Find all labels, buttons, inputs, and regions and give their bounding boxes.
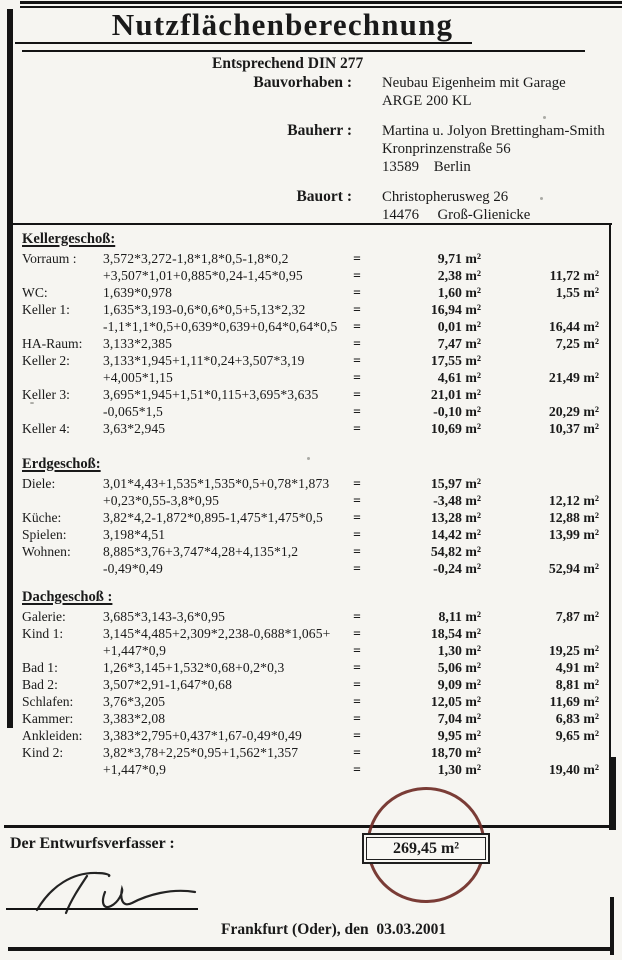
row-result: 5,06 m² (437, 660, 481, 675)
row-result: 15,97 m² (430, 476, 481, 491)
row-result: 1,30 m² (437, 643, 481, 658)
title-underline-1 (15, 42, 472, 44)
row-subtotal: 21,49 m² (548, 370, 599, 385)
equals-sign: = (353, 643, 361, 658)
row-subtotal: 8,81 m² (555, 677, 599, 692)
row-subtotal (481, 301, 599, 318)
header-divider-rule (8, 223, 612, 225)
row-label: Schlafen: (22, 694, 74, 709)
table-row (22, 727, 600, 744)
total-area-box (362, 833, 490, 864)
equals-sign: = (353, 711, 361, 726)
section-heading: Erdgeschoß: (22, 456, 101, 472)
scan-speck (543, 116, 546, 119)
equals-sign: = (353, 609, 361, 624)
row-subtotal: 7,25 m² (555, 336, 599, 351)
row-label: Keller 4: (22, 421, 70, 436)
row-subtotal (481, 386, 599, 403)
row-subtotal: 12,12 m² (548, 493, 599, 508)
row-subtotal: 52,94 m² (548, 561, 599, 576)
table-row (22, 543, 600, 560)
header-field-label: Bauherr : (287, 122, 352, 139)
row-result: 9,09 m² (437, 677, 481, 692)
calc-section (22, 456, 600, 577)
table-row (22, 403, 600, 420)
header-field-line: ARGE 200 KL (382, 93, 472, 109)
row-formula: 8,885*3,76+3,747*4,28+4,135*1,2 (103, 544, 299, 559)
row-label (22, 761, 103, 778)
row-label (22, 492, 103, 509)
equals-sign: = (353, 745, 361, 760)
header-field-values (382, 188, 530, 224)
row-label: HA-Raum: (22, 336, 83, 351)
row-formula: +1,447*0,9 (103, 643, 167, 658)
equals-sign: = (353, 493, 361, 508)
row-label (22, 318, 103, 335)
row-result: 16,94 m² (430, 302, 481, 317)
calc-section (22, 589, 600, 778)
calculation-table (22, 231, 600, 778)
section-heading: Dachgeschoß : (22, 589, 113, 605)
row-label: Kammer: (22, 711, 74, 726)
row-formula: +1,447*0,9 (103, 762, 167, 777)
row-formula: +0,23*0,55-3,8*0,95 (103, 493, 220, 508)
row-subtotal: 12,88 m² (548, 510, 599, 525)
table-row (22, 659, 600, 676)
equals-sign: = (353, 728, 361, 743)
row-label: Kind 1: (22, 626, 64, 641)
equals-sign: = (353, 660, 361, 675)
table-row (22, 250, 600, 267)
row-formula: 3,695*1,945+1,51*0,115+3,695*3,635 (103, 387, 319, 402)
row-label: Galerie: (22, 609, 66, 624)
table-row (22, 492, 600, 509)
row-formula: 3,383*2,795+0,437*1,67-0,49*0,49 (103, 728, 302, 743)
row-subtotal: 11,69 m² (549, 694, 599, 709)
row-formula: 3,133*1,945+1,11*0,24+3,507*3,19 (103, 353, 305, 368)
table-row (22, 608, 600, 625)
signature-line (6, 908, 198, 910)
equals-sign: = (353, 387, 361, 402)
row-subtotal: 20,29 m² (548, 404, 599, 419)
row-subtotal: 4,91 m² (555, 660, 599, 675)
row-subtotal: 19,40 m² (548, 762, 599, 777)
equals-sign: = (353, 353, 361, 368)
header-field-values (382, 74, 566, 110)
row-subtotal: 6,83 m² (555, 711, 599, 726)
row-result: 2,38 m² (437, 268, 481, 283)
row-result: 14,42 m² (430, 527, 481, 542)
row-result: 54,82 m² (430, 544, 481, 559)
row-formula: 3,685*3,143-3,6*0,95 (103, 609, 226, 624)
equals-sign: = (353, 251, 361, 266)
row-formula: 1,635*3,193-0,6*0,6*0,5+5,13*2,32 (103, 302, 306, 317)
header-field-line: 14476 Groß-Glienicke (382, 207, 531, 223)
table-row (22, 761, 600, 778)
row-formula: 3,198*4,51 (103, 527, 166, 542)
row-formula: 3,82*3,78+2,25*0,95+1,562*1,357 (103, 745, 299, 760)
row-result: 4,61 m² (437, 370, 481, 385)
row-subtotal: 1,55 m² (555, 285, 599, 300)
equals-sign: = (353, 285, 361, 300)
din-subtitle: Entsprechend DIN 277 (212, 55, 364, 72)
equals-sign: = (353, 626, 361, 641)
row-result: 12,05 m² (430, 694, 481, 709)
bottom-rule (8, 947, 612, 951)
row-result: 13,28 m² (430, 510, 481, 525)
row-label (22, 642, 103, 659)
row-label: WC: (22, 285, 48, 300)
header-field (0, 122, 612, 176)
row-result: 1,30 m² (437, 762, 481, 777)
title-underline-2 (22, 50, 585, 52)
table-row (22, 642, 600, 659)
row-subtotal (481, 625, 599, 642)
row-result: 18,70 m² (430, 745, 481, 760)
row-formula: 1,26*3,145+1,532*0,68+0,2*0,3 (103, 660, 285, 675)
row-label: Spielen: (22, 527, 67, 542)
equals-sign: = (353, 677, 361, 692)
table-row (22, 386, 600, 403)
row-result: 9,95 m² (437, 728, 481, 743)
row-label (22, 560, 103, 577)
row-result: 17,55 m² (430, 353, 481, 368)
page-title: Nutzflächenberechnung (111, 7, 454, 42)
row-result: 0,01 m² (437, 319, 481, 334)
table-row (22, 475, 600, 492)
row-result: -3,48 m² (433, 493, 481, 508)
row-subtotal (481, 543, 599, 560)
top-rule-outer (20, 1, 622, 4)
row-result: 18,54 m² (430, 626, 481, 641)
row-subtotal: 11,72 m² (549, 268, 599, 283)
row-formula: 3,133*2,385 (103, 336, 173, 351)
row-formula: 3,383*2,08 (103, 711, 166, 726)
table-row (22, 284, 600, 301)
equals-sign: = (353, 404, 361, 419)
row-label: Kind 2: (22, 745, 64, 760)
row-label: Küche: (22, 510, 62, 525)
header-fields (0, 74, 612, 236)
equals-sign: = (353, 561, 361, 576)
row-label: Keller 3: (22, 387, 70, 402)
row-formula: 3,507*2,91-1,647*0,68 (103, 677, 232, 692)
scan-speck (307, 457, 310, 460)
table-row (22, 710, 600, 727)
row-label: Ankleiden: (22, 728, 83, 743)
table-row (22, 744, 600, 761)
equals-sign: = (353, 268, 361, 283)
calc-right-border-blot (609, 757, 616, 830)
row-subtotal (481, 250, 599, 267)
equals-sign: = (353, 319, 361, 334)
row-formula: -0,49*0,49 (103, 561, 163, 576)
row-subtotal (481, 744, 599, 761)
header-field-label: Bauvorhaben : (253, 74, 352, 91)
section-heading: Kellergeschoß: (22, 231, 116, 247)
equals-sign: = (353, 336, 361, 351)
row-subtotal: 9,65 m² (555, 728, 599, 743)
row-subtotal: 13,99 m² (548, 527, 599, 542)
row-formula: 3,01*4,43+1,535*1,535*0,5+0,78*1,873 (103, 476, 330, 491)
header-field-line: Martina u. Jolyon Brettingham-Smith (382, 123, 605, 139)
row-formula: 3,572*3,272-1,8*1,8*0,5-1,8*0,2 (103, 251, 289, 266)
calc-right-border (609, 223, 611, 830)
header-field-line: 13589 Berlin (382, 159, 471, 175)
equals-sign: = (353, 527, 361, 542)
table-row (22, 693, 600, 710)
row-subtotal: 19,25 m² (548, 643, 599, 658)
total-area-value: 269,45 m² (366, 837, 486, 860)
row-formula: 3,63*2,945 (103, 421, 166, 436)
table-row (22, 625, 600, 642)
header-field (0, 74, 612, 110)
row-result: -0,24 m² (433, 561, 481, 576)
header-field-values (382, 122, 605, 176)
row-label: Vorraum : (22, 251, 77, 266)
table-row (22, 560, 600, 577)
scan-speck (30, 402, 34, 404)
table-row (22, 318, 600, 335)
row-label: Keller 1: (22, 302, 70, 317)
table-row (22, 676, 600, 693)
place-date: Frankfurt (Oder), den 03.03.2001 (221, 921, 447, 938)
row-result: 8,11 m² (438, 609, 481, 624)
equals-sign: = (353, 370, 361, 385)
equals-sign: = (353, 762, 361, 777)
table-row (22, 301, 600, 318)
header-field-line: Christopherusweg 26 (382, 189, 509, 205)
row-subtotal (481, 475, 599, 492)
row-subtotal: 7,87 m² (555, 609, 599, 624)
equals-sign: = (353, 302, 361, 317)
header-field-label: Bauort : (296, 188, 352, 205)
row-result: 21,01 m² (430, 387, 481, 402)
row-label: Wohnen: (22, 544, 71, 559)
row-formula: +4,005*1,15 (103, 370, 173, 385)
row-label: Keller 2: (22, 353, 70, 368)
row-label: Diele: (22, 476, 56, 491)
signature-scribble (25, 864, 215, 919)
header-field (0, 188, 612, 224)
row-label (22, 267, 103, 284)
row-label: Bad 2: (22, 677, 58, 692)
row-result: 10,69 m² (430, 421, 481, 436)
table-row (22, 352, 600, 369)
table-row (22, 267, 600, 284)
row-result: 9,71 m² (437, 251, 481, 266)
row-result: 7,04 m² (437, 711, 481, 726)
row-formula: 3,82*4,2-1,872*0,895-1,475*1,475*0,5 (103, 510, 323, 525)
row-label (22, 369, 103, 386)
row-formula: 1,639*0,978 (103, 285, 173, 300)
row-formula: -1,1*1,1*0,5+0,639*0,639+0,64*0,64*0,5 (103, 319, 338, 334)
equals-sign: = (353, 510, 361, 525)
equals-sign: = (353, 476, 361, 491)
footer-divider-rule (4, 825, 612, 828)
row-label: Bad 1: (22, 660, 58, 675)
row-formula: 3,76*3,205 (103, 694, 166, 709)
table-row (22, 509, 600, 526)
equals-sign: = (353, 694, 361, 709)
row-result: -0,10 m² (433, 404, 481, 419)
scan-speck (540, 197, 543, 200)
row-formula: 3,145*4,485+2,309*2,238-0,688*1,065+ (103, 626, 331, 641)
calc-section (22, 231, 600, 437)
table-row (22, 526, 600, 543)
row-result: 1,60 m² (437, 285, 481, 300)
header-field-line: Kronprinzenstraße 56 (382, 141, 511, 157)
row-subtotal (481, 352, 599, 369)
row-subtotal: 10,37 m² (548, 421, 599, 436)
row-result: 7,47 m² (437, 336, 481, 351)
row-formula: +3,507*1,01+0,885*0,24-1,45*0,95 (103, 268, 303, 283)
header-field-line: Neubau Eigenheim mit Garage (382, 75, 566, 91)
row-formula: -0,065*1,5 (103, 404, 163, 419)
table-row (22, 420, 600, 437)
table-row (22, 369, 600, 386)
row-label (22, 403, 103, 420)
author-label: Der Entwurfsverfasser : (10, 835, 175, 852)
equals-sign: = (353, 544, 361, 559)
row-subtotal: 16,44 m² (548, 319, 599, 334)
equals-sign: = (353, 421, 361, 436)
table-row (22, 335, 600, 352)
